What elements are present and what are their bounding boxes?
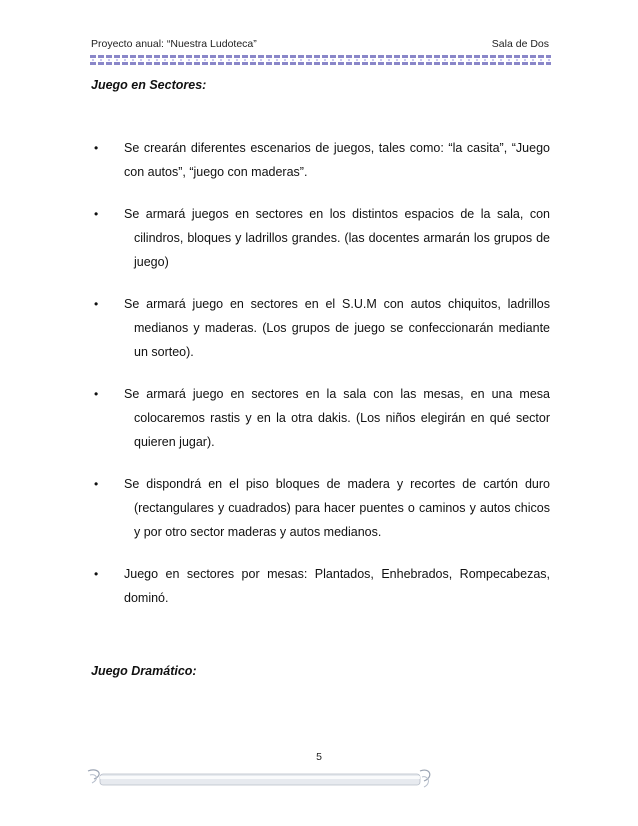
list-item [94,382,550,454]
page-number: 5 [316,751,322,763]
header-project-title: Proyecto anual: “Nuestra Ludoteca” [91,38,257,50]
section-title-sector-games: Juego en Sectores: [91,78,207,92]
section-title-dramatic-play: Juego Dramático: [91,664,197,678]
list-item [94,562,550,610]
list-item [94,136,550,184]
bullet-icon: • [94,297,99,311]
bullet-list [94,136,550,628]
list-item-text: Se armará juegos en sectores en los distintos espacios de la sala, con cilindros, bloques y ladrillos grandes. (las docentes armarán los grupos de juego) [124,207,550,269]
decorative-footer-bar [86,765,436,795]
bullet-icon: • [94,387,99,401]
list-item [94,472,550,544]
list-item-text: Se crearán diferentes escenarios de juegos, tales como: “la casita”, “Juego con autos”, “juego con maderas”. [124,141,550,179]
list-item-text: Se armará juego en sectores en la sala con las mesas, en una mesa colocaremos rastis y en la otra dakis. (Los niños elegirán en qué sector quieren jugar). [124,387,550,449]
bullet-icon: • [94,567,99,581]
list-item-text: Se armará juego en sectores en el S.U.M con autos chiquitos, ladrillos medianos y maderas. (Los grupos de juego se confeccionarán mediante un sorteo). [124,297,550,359]
bullet-icon: • [94,477,99,491]
decorative-header-border [89,54,551,66]
list-item [94,202,550,274]
list-item-text: Juego en sectores por mesas: Plantados, Enhebrados, Rompecabezas, dominó. [124,567,550,605]
bullet-icon: • [94,141,99,155]
page-header [91,38,549,52]
list-item-text: Se dispondrá en el piso bloques de madera y recortes de cartón duro (rectangulares y cuadrados) para hacer puentes o caminos y autos chicos y por otro sector maderas y autos medianos. [124,477,550,539]
header-room-label: Sala de Dos [491,38,549,50]
bullet-icon: • [94,207,99,221]
list-item [94,292,550,364]
